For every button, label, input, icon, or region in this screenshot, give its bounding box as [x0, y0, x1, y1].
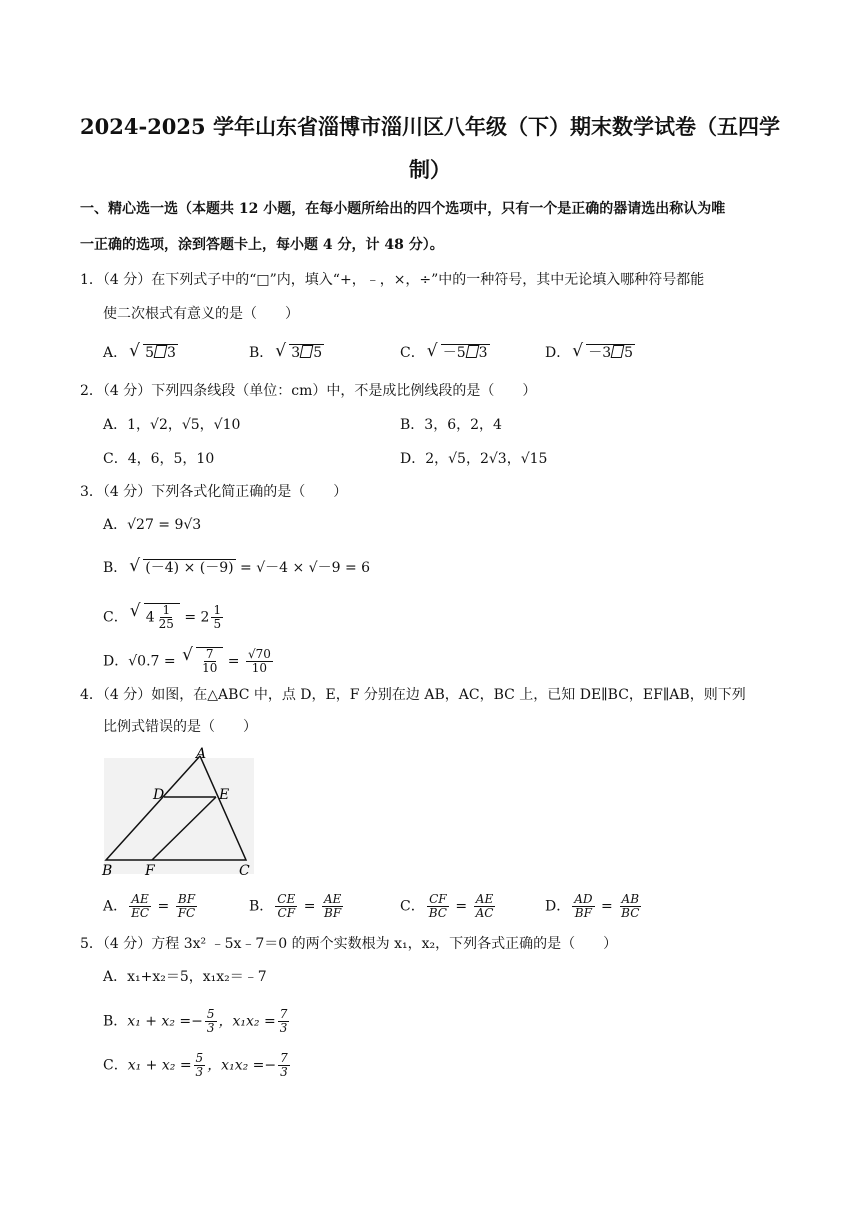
fraction: $\frac{5}{3}$ — [195, 1051, 204, 1079]
label-c: C — [239, 863, 250, 878]
q4-option-c[interactable]: C． $\frac{CF}{BC}$ = $\frac{AE}{AC}$ — [400, 892, 494, 920]
option-label: B． — [249, 898, 274, 915]
option-label: B． — [103, 560, 128, 576]
radicand-left: －5 — [442, 345, 466, 361]
fraction: √ $\frac{7}{10}$ — [202, 647, 218, 675]
label-a: A — [196, 746, 207, 762]
exam-title-line2: 制） — [409, 157, 451, 182]
fraction: $\frac{CE}{CF}$ — [277, 892, 296, 920]
radical-expression — [131, 343, 178, 363]
radicand-right: 3 — [167, 345, 176, 361]
fraction: $\frac{7}{3}$ — [280, 1051, 288, 1079]
equation-part: ，x₁x₂ =− — [207, 1057, 277, 1074]
option-label: B． — [103, 1013, 128, 1030]
radical-expression — [277, 343, 324, 363]
option-label: C． — [103, 1057, 128, 1074]
label-b: B — [102, 863, 113, 878]
fraction: $\frac{1}{25}$ — [158, 603, 174, 631]
fraction: $\frac{1}{5}$ — [213, 603, 222, 631]
q3-stem: 3．（4 分）下列各式化简正确的是（ ） — [80, 484, 348, 500]
q3-option-a[interactable]: A．√27 = 9√3 — [103, 517, 202, 533]
q4-option-b[interactable]: B． $\frac{CE}{CF}$ = $\frac{AE}{BF}$ — [249, 892, 342, 920]
radicand-right: 5 — [313, 345, 323, 361]
fraction: $\frac{AD}{BF}$ — [574, 892, 593, 920]
exam-title-line1: 2024-2025 学年山东省淄博市淄川区八年级（下）期末数学试卷（五四学 — [80, 114, 780, 139]
q1-stem-line1: 1．（4 分）在下列式子中的“□”内，填入“+，﹣，×，÷”中的一种符号，其中无论填入哪种符号都能 — [80, 272, 705, 288]
option-label: C． — [103, 609, 128, 626]
radicand: (－4) × (－9) — [145, 560, 234, 576]
radical-expression — [184, 647, 223, 675]
blank-box-icon — [611, 345, 625, 358]
q5-option-c[interactable] — [103, 1052, 292, 1079]
q5-option-a[interactable]: A．x₁+x₂＝5，x₁x₂＝﹣7 — [103, 969, 267, 985]
radicand-left: 5 — [145, 345, 155, 361]
radical-expression — [131, 558, 235, 578]
equation-part: ，x₁x₂ = — [218, 1013, 276, 1030]
radical-expression — [429, 343, 490, 363]
fraction: $\frac{AB}{BC}$ — [621, 892, 640, 920]
fraction: $\frac{AE}{AC}$ — [475, 892, 494, 920]
option-label: A． — [103, 345, 128, 361]
q1-stem-line2: 使二次根式有意义的是（ ） — [103, 306, 299, 322]
q1-option-d[interactable] — [545, 343, 635, 363]
radicand-right: 5 — [624, 345, 634, 361]
fraction: $\frac{AE}{BF}$ — [323, 892, 342, 920]
radical-expression: √ 4 $\frac{1}{25}$ — [132, 603, 180, 631]
figure-background — [104, 758, 254, 874]
blank-box-icon — [465, 345, 479, 358]
option-label: D． — [103, 653, 129, 670]
q2-option-c[interactable]: C．4，6，5，10 — [103, 451, 215, 467]
equation-rest: = √－4 × √－9 = 6 — [235, 560, 371, 576]
q1-option-c[interactable] — [400, 343, 490, 363]
fraction: $\frac{CF}{BC}$ — [428, 892, 447, 920]
q5-option-b[interactable] — [103, 1008, 291, 1035]
fraction: $\frac{BF}{FC}$ — [177, 892, 196, 920]
q4-option-d[interactable]: D． $\frac{AD}{BF}$ = $\frac{AB}{BC}$ — [545, 892, 640, 920]
q3-option-c[interactable] — [103, 603, 225, 631]
fraction: $\frac{7}{3}$ — [279, 1007, 288, 1035]
blank-box-icon — [154, 345, 168, 358]
q2-stem: 2．（4 分）下列四条线段（单位：cm）中，不是成比例线段的是（ ） — [80, 383, 537, 399]
q2-option-d[interactable]: D．2，√5，2√3，√15 — [400, 451, 548, 467]
triangle-figure — [100, 744, 260, 878]
option-label: B． — [249, 345, 274, 361]
radicand-left: －3 — [588, 345, 612, 361]
q3-option-b[interactable] — [103, 558, 370, 578]
fraction: $\frac{√70}{10}$ — [247, 647, 271, 675]
radicand-left: 3 — [291, 345, 301, 361]
q4-option-a[interactable]: A． $\frac{AE}{EC}$ = $\frac{BF}{FC}$ — [103, 892, 196, 920]
equation-rest: = 2 — [179, 609, 210, 626]
option-label: D． — [545, 345, 571, 361]
q3-option-d[interactable]: D．√0.7 = √ $\frac{7}{10}$ = $\frac{√70}{10}$ — [103, 647, 275, 675]
section-instructions-line1: 一、精心选一选（本题共 12 小题，在每小题所给出的四个选项中，只有一个是正确的器请选出称认为唯 — [80, 201, 726, 217]
radicand-right: 3 — [478, 345, 488, 361]
q1-option-a[interactable] — [103, 343, 178, 363]
fraction: $\frac{AE}{EC}$ — [131, 892, 150, 920]
q1-option-b[interactable] — [249, 343, 324, 363]
option-label: C． — [400, 898, 425, 915]
option-label: D． — [545, 898, 571, 915]
radical-expression — [574, 343, 635, 363]
option-label: C． — [400, 345, 425, 361]
equation-part: x₁ + x₂ = — [127, 1057, 192, 1074]
fraction: $\frac{5}{3}$ — [206, 1007, 215, 1035]
equation-rest: √0.7 = — [128, 653, 181, 670]
option-label: A． — [103, 898, 128, 915]
label-e: E — [219, 787, 230, 803]
label-f: F — [145, 863, 155, 878]
label-d: D — [153, 787, 165, 803]
q4-stem-line2: 比例式错误的是（ ） — [103, 719, 257, 735]
blank-box-icon — [300, 345, 314, 358]
equation-part: x₁ + x₂ =− — [127, 1013, 203, 1030]
section-instructions-line2: 一正确的选项，涂到答题卡上，每小题 4 分，计 48 分）。 — [80, 237, 444, 253]
q2-option-b[interactable]: B．3，6，2，4 — [400, 417, 502, 433]
q4-stem-line1: 4．（4 分）如图，在△ABC 中，点 D，E，F 分别在边 AB，AC，BC 上，已知 DE∥BC，EF∥AB，则下列 — [80, 687, 746, 703]
q5-stem: 5．（4 分）方程 3x² ﹣5x﹣7＝0 的两个实数根为 x₁，x₂，下列各式正确的是（ ） — [80, 936, 618, 952]
q2-option-a[interactable]: A．1，√2，√5，√10 — [103, 417, 241, 433]
